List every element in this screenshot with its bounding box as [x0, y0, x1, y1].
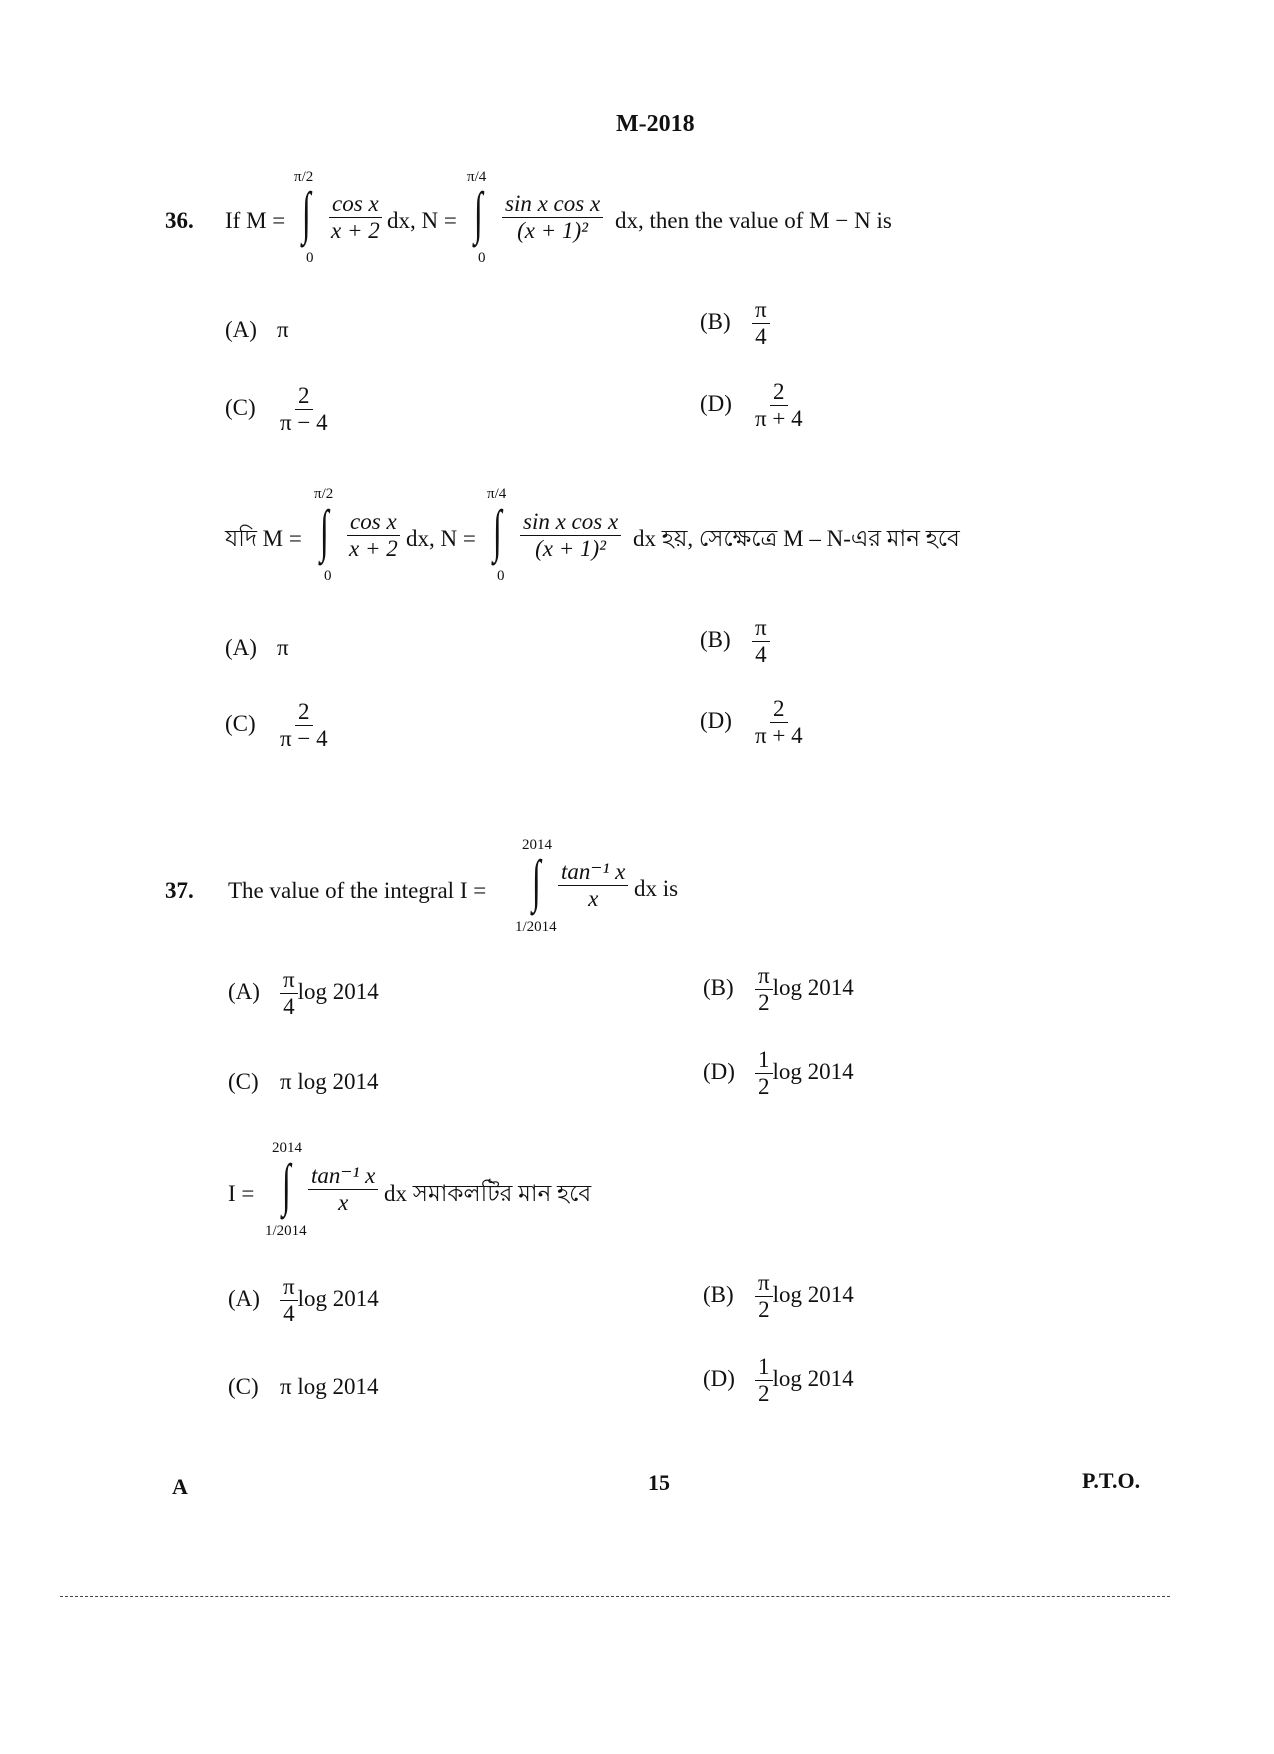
- integral-lower-limit: 0: [497, 568, 505, 584]
- option-value: π: [277, 317, 289, 342]
- fraction-denominator: π + 4: [755, 723, 803, 749]
- integrand-fraction: [520, 510, 621, 561]
- integrand-fraction: [502, 192, 603, 243]
- integral-sign: ∫: [474, 180, 483, 245]
- question-number: 37.: [165, 878, 194, 903]
- option-label: (B): [700, 626, 731, 652]
- fraction-numerator: π: [280, 968, 298, 994]
- option-label: (D): [700, 390, 732, 416]
- option-tail: log 2014: [772, 1281, 854, 1307]
- option-c[interactable]: [225, 700, 331, 751]
- option-label: (A): [225, 635, 257, 660]
- fraction-numerator: 1: [755, 1355, 773, 1381]
- option-label: (A): [228, 978, 260, 1004]
- question-text-suffix: dx সমাকলটির মান হবে: [384, 1181, 592, 1206]
- option-label: (D): [703, 1058, 735, 1084]
- option-b[interactable]: [703, 1271, 854, 1322]
- question-text-prefix: যদি M =: [225, 526, 302, 551]
- option-label: (B): [703, 974, 734, 1000]
- fraction-numerator: cos x: [347, 510, 400, 536]
- integral-upper-limit: 2014: [272, 1140, 302, 1156]
- option-d[interactable]: [700, 380, 806, 431]
- integral-sign: ∫: [282, 1152, 291, 1217]
- fraction-denominator: π + 4: [755, 406, 803, 432]
- fraction-numerator: π: [752, 616, 770, 642]
- fraction-numerator: 1: [755, 1048, 773, 1074]
- option-label: (B): [700, 308, 731, 334]
- page-number: 15: [648, 1470, 670, 1495]
- option-b[interactable]: [703, 964, 854, 1015]
- question-text-prefix: I =: [228, 1181, 255, 1206]
- question-text-prefix: If M =: [225, 208, 286, 233]
- question-text-prefix: The value of the integral I =: [228, 878, 487, 903]
- integral-sign: ∫: [493, 498, 502, 563]
- option-a[interactable]: [225, 636, 289, 659]
- fraction-denominator: π − 4: [280, 726, 328, 752]
- option-tail: log 2014: [772, 1058, 854, 1084]
- fraction-numerator: tan⁻¹ x: [308, 1164, 378, 1190]
- question-text-mid: dx, N =: [406, 526, 476, 551]
- option-value: π log 2014: [280, 1069, 379, 1094]
- option-label: (D): [700, 707, 732, 733]
- fraction-denominator: 2: [758, 990, 770, 1016]
- option-label: (D): [703, 1365, 735, 1391]
- question-text-suffix: dx হয়, সেক্ষেত্রে M – N-এর মান হবে: [633, 526, 960, 551]
- question-text-suffix: dx, then the value of M − N is: [615, 208, 892, 233]
- option-a[interactable]: [225, 318, 289, 341]
- integral-lower-limit: 1/2014: [265, 1223, 307, 1239]
- fraction-numerator: 2: [770, 697, 788, 723]
- integral-sign: ∫: [302, 180, 311, 245]
- option-value: π: [277, 635, 289, 660]
- option-label: (B): [703, 1281, 734, 1307]
- fraction-denominator: 2: [758, 1074, 770, 1100]
- fraction-denominator: 4: [283, 994, 295, 1020]
- option-label: (C): [225, 394, 256, 420]
- fraction-numerator: 2: [770, 380, 788, 406]
- integral-lower-limit: 1/2014: [515, 919, 557, 935]
- fraction-denominator: x: [338, 1190, 349, 1216]
- fraction-denominator: π − 4: [280, 410, 328, 436]
- option-c[interactable]: [225, 384, 331, 435]
- integrand-fraction: [346, 510, 401, 561]
- option-b[interactable]: [700, 616, 770, 667]
- set-label: A: [172, 1474, 188, 1499]
- fraction-numerator: π: [280, 1275, 298, 1301]
- option-c[interactable]: [228, 1375, 379, 1398]
- fraction-numerator: tan⁻¹ x: [558, 860, 628, 886]
- question-text-suffix: dx is: [634, 876, 679, 901]
- integral-lower-limit: 0: [306, 250, 314, 266]
- option-label: (C): [228, 1069, 259, 1094]
- option-tail: log 2014: [772, 974, 854, 1000]
- option-label: (A): [228, 1285, 260, 1311]
- fraction-denominator: 2: [758, 1381, 770, 1407]
- paper-code: M-2018: [616, 111, 695, 137]
- fraction-numerator: 2: [295, 384, 313, 410]
- page-bottom-rule: [60, 1596, 1170, 1597]
- fraction-numerator: π: [755, 964, 773, 990]
- question-text-mid: dx, N =: [387, 208, 457, 233]
- option-tail: log 2014: [772, 1365, 854, 1391]
- fraction-denominator: (x + 1)²: [535, 536, 607, 562]
- integral-upper-limit: π/4: [467, 169, 487, 185]
- fraction-denominator: x + 2: [349, 536, 398, 562]
- option-tail: log 2014: [297, 978, 379, 1004]
- fraction-denominator: (x + 1)²: [517, 218, 589, 244]
- integral-sign: ∫: [320, 498, 329, 563]
- option-label: (C): [225, 710, 256, 736]
- option-label: (A): [225, 317, 257, 342]
- integral-upper-limit: π/2: [314, 486, 334, 502]
- fraction-numerator: sin x cos x: [520, 510, 621, 536]
- option-value: π log 2014: [280, 1374, 379, 1399]
- option-d[interactable]: [700, 697, 806, 748]
- integral-upper-limit: 2014: [522, 837, 552, 853]
- option-d[interactable]: [703, 1048, 854, 1099]
- option-d[interactable]: [703, 1355, 854, 1406]
- fraction-numerator: π: [755, 1271, 773, 1297]
- integral-lower-limit: 0: [324, 568, 332, 584]
- integrand-fraction: [308, 1164, 378, 1215]
- integrand-fraction: [328, 192, 383, 243]
- question-number: 36.: [165, 208, 194, 233]
- option-b[interactable]: [700, 298, 770, 349]
- fraction-denominator: 4: [755, 642, 767, 668]
- integral-upper-limit: π/2: [294, 169, 314, 185]
- fraction-numerator: cos x: [329, 192, 382, 218]
- integral-upper-limit: π/4: [487, 486, 507, 502]
- fraction-numerator: π: [752, 298, 770, 324]
- option-a[interactable]: [228, 968, 379, 1019]
- option-c[interactable]: [228, 1070, 379, 1093]
- option-a[interactable]: [228, 1275, 379, 1326]
- option-tail: log 2014: [297, 1285, 379, 1311]
- fraction-denominator: x: [588, 886, 599, 912]
- fraction-denominator: 4: [755, 324, 767, 350]
- fraction-denominator: 4: [283, 1301, 295, 1327]
- fraction-numerator: 2: [295, 700, 313, 726]
- option-label: (C): [228, 1374, 259, 1399]
- integral-sign: ∫: [532, 848, 541, 913]
- integral-lower-limit: 0: [478, 250, 486, 266]
- integrand-fraction: [558, 860, 628, 911]
- fraction-numerator: sin x cos x: [502, 192, 603, 218]
- fraction-denominator: x + 2: [331, 218, 380, 244]
- fraction-denominator: 2: [758, 1297, 770, 1323]
- pto-label: P.T.O.: [1082, 1468, 1141, 1493]
